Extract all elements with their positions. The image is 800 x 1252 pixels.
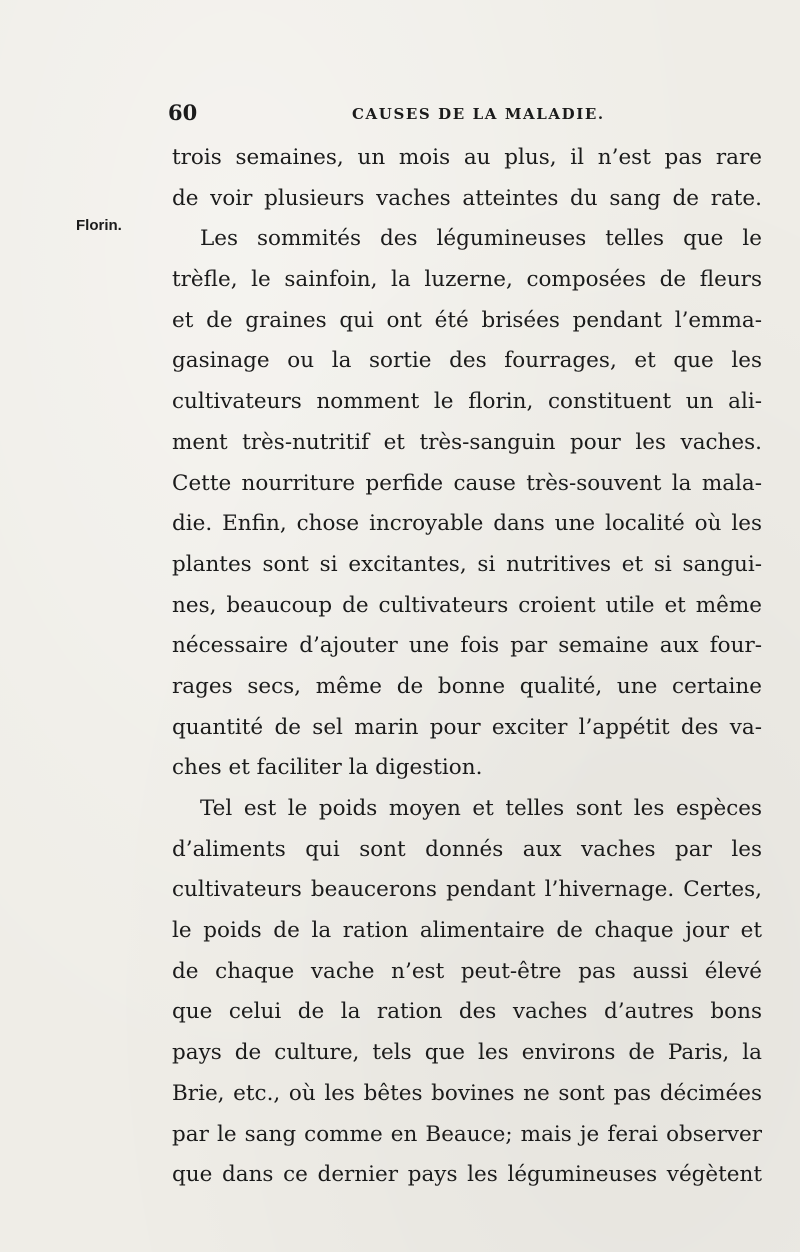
text-line: de voir plusieurs vaches atteintes du sang de rate. [172, 185, 762, 211]
text-line: trois semaines, un mois au plus, il n’est pas rare [172, 145, 762, 170]
text-line: que celui de la ration des vaches d’autres bons [172, 999, 762, 1025]
text-line: ches et faciliter la digestion. [172, 755, 483, 781]
text-line: Tel est le poids moyen et telles sont les espèces [200, 796, 762, 821]
text-line: Brie, etc., où les bêtes bovines ne sont pas décimées [172, 1080, 762, 1106]
text-line: cultivateurs nomment le florin, constituent un ali- [172, 389, 762, 415]
text-line: die. Enfin, chose incroyable dans une localité où les [172, 511, 762, 537]
page-header [168, 100, 760, 130]
page-number: 60 [168, 100, 198, 125]
text-line: gasinage ou la sortie des fourrages, et que les [172, 348, 762, 374]
text-line: nes, beaucoup de cultivateurs croient utile et même [172, 592, 762, 618]
text-line: cultivateurs beaucerons pendant l’hivernage. Certes, [172, 877, 762, 903]
running-head: CAUSES DE LA MALADIE. [352, 105, 605, 123]
text-line: que dans ce dernier pays les légumineuses végètent [172, 1162, 762, 1188]
text-line: pays de culture, tels que les environs de Paris, la [172, 1040, 762, 1066]
text-line: Cette nourriture perfide cause très-souvent la mala- [172, 470, 762, 496]
text-line: rages secs, même de bonne qualité, une certaine [172, 673, 762, 699]
text-line: par le sang comme en Beauce; mais je ferai observer [172, 1121, 762, 1147]
body-text [172, 138, 762, 1196]
text-line: de chaque vache n’est peut-être pas aussi élevé [172, 958, 762, 984]
text-line: nécessaire d’ajouter une fois par semaine aux four- [172, 633, 762, 659]
margin-note: Florin. [76, 217, 122, 234]
text-line: trèfle, le sainfoin, la luzerne, composées de fleurs [172, 267, 762, 293]
text-line: plantes sont si excitantes, si nutritives et si sangui- [172, 551, 762, 577]
text-line: et de graines qui ont été brisées pendant l’emma- [172, 307, 762, 333]
text-line: ment très-nutritif et très-sanguin pour les vaches. [172, 429, 762, 455]
text-line: d’aliments qui sont donnés aux vaches par les [172, 836, 762, 862]
text-line: le poids de la ration alimentaire de chaque jour et [172, 918, 762, 944]
text-line: Les sommités des légumineuses telles que le [200, 226, 762, 252]
text-line: quantité de sel marin pour exciter l’appétit des va- [172, 714, 762, 740]
